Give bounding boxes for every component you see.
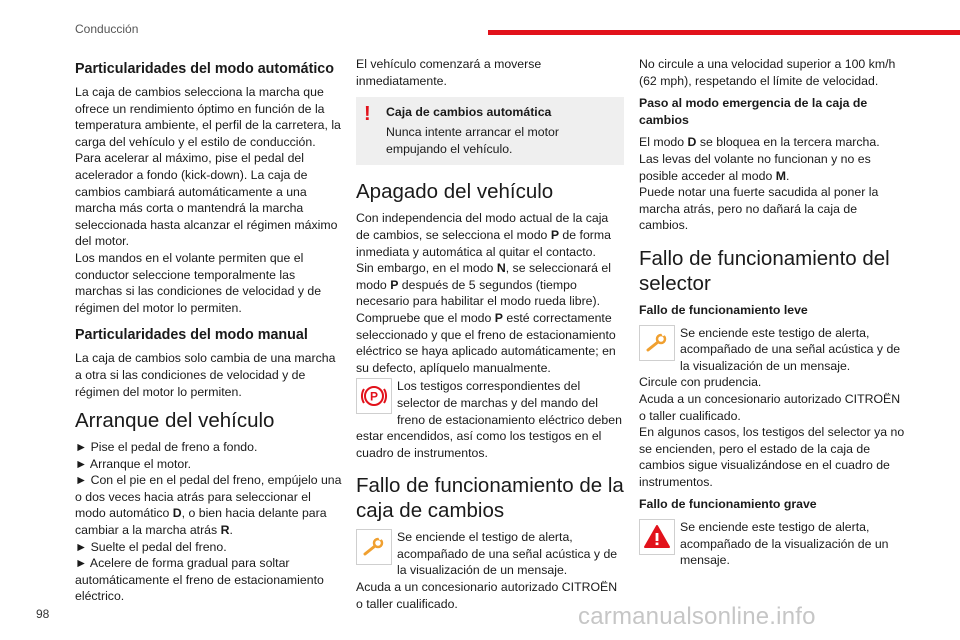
step-5: ► Acelere de forma gradual para soltar automáticamente el freno de estacionamiento eléctrico. xyxy=(75,556,324,604)
para-gearbox-fault-1: Se enciende el testigo de alerta, acompañado de una señal acústica y de la visualización de un mensaje. xyxy=(356,529,624,579)
header-accent-bar xyxy=(488,30,960,35)
step-2: ► Arranque el motor. xyxy=(75,456,192,471)
warning-body: Nunca intente arrancar el motor empujando el vehículo. xyxy=(386,125,559,156)
step-4: ► Suelte el pedal del freno. xyxy=(75,539,227,554)
column-3 xyxy=(639,56,907,569)
watermark: carmanualsonline.info xyxy=(578,603,816,630)
para-stop-3: Compruebe que el modo P esté correctamente seleccionado y que el freno de estacionamiento eléctrico se haya aplicado automáticamente; en su defecto, aplíquelo manualmente. xyxy=(356,310,616,375)
wrench-icon xyxy=(639,325,675,361)
warning-triangle-icon xyxy=(639,519,675,555)
para-moves: El vehículo comenzará a moverse inmediatamente. xyxy=(356,57,542,88)
para-indicators: P Los testigos correspondientes del selector de marchas y del mando del freno de estacionamiento eléctrico deben estar encendidos, así como los testigos en el cuadro de instrumentos. xyxy=(356,379,622,460)
para-emergency-3: Puede notar una fuerte sacudida al poner la marcha atrás, pero no dañará la caja de cambios. xyxy=(639,185,879,233)
exclamation-icon: ! xyxy=(364,103,371,126)
para-minor-fault-4: En algunos casos, los testigos del selector ya no se encienden, pero el estado de la caja de cambios sigue visualizándose en el cuadro de instrumentos. xyxy=(639,425,905,489)
wrench-icon xyxy=(356,529,392,565)
step-1: ► Pise el pedal de freno a fondo. xyxy=(75,440,258,455)
heading-auto-mode: Particularidades del modo automático xyxy=(75,61,334,77)
para-minor-fault-2: Circule con prudencia. xyxy=(639,375,762,390)
heading-serious-fault: Fallo de funcionamiento grave xyxy=(639,497,817,512)
column-1 xyxy=(75,56,343,605)
heading-gearbox-fault: Fallo de funcionamiento de la caja de cambios xyxy=(356,474,624,523)
para-speed-limit: No circule a una velocidad superior a 100 km/h (62 mph), respetando el límite de velocidad. xyxy=(639,57,896,88)
para-stop-1: Con independencia del modo actual de la caja de cambios, se selecciona el modo P de forma inmediata y automática al quitar el contacto. xyxy=(356,211,611,259)
warning-note xyxy=(356,97,624,165)
para-auto: La caja de cambios selecciona la marcha que ofrece un rendimiento óptimo en función de la temperatura ambiente, el perfil de la carretera, la carga del vehículo y el estilo de conducción. xyxy=(75,85,341,149)
para-manual: La caja de cambios solo cambia de una marcha a otra si las condiciones de velocidad y de régimen del motor lo permiten. xyxy=(75,351,336,399)
heading-start-vehicle: Arranque del vehículo xyxy=(75,409,275,433)
para-serious-fault: Se enciende este testigo de alerta, acompañado de la visualización de un mensaje. xyxy=(639,519,907,569)
heading-manual-mode: Particularidades del modo manual xyxy=(75,327,308,344)
heading-minor-fault: Fallo de funcionamiento leve xyxy=(639,302,808,317)
svg-text:P: P xyxy=(369,389,379,404)
heading-emergency-mode: Paso al modo emergencia de la caja de cambios xyxy=(639,96,868,127)
step-3: ► Con el pie en el pedal del freno, empújelo una o dos veces hacia atrás para seleccionar el modo automático D, o bien hacia delante para cambiar a la marcha atrás R. xyxy=(75,473,342,538)
para-minor-fault-1: Se enciende este testigo de alerta, acompañado de una señal acústica y de la visualización de un mensaje. xyxy=(639,325,907,375)
warning-title: Caja de cambios automática xyxy=(386,105,552,120)
heading-selector-fault: Fallo de funcionamiento del selector xyxy=(639,246,890,295)
para-emergency-2: Las levas del volante no funcionan y no es posible acceder al modo M. xyxy=(639,151,871,183)
para-stop-2: Sin embargo, en el modo N, se seleccionará el modo P después de 5 segundos (tiempo necesario para habilitar el modo rueda libre). xyxy=(356,261,611,309)
page-number: 98 xyxy=(36,607,50,621)
para-gearbox-fault-2: Acuda a un concesionario autorizado CITROËN o taller cualificado. xyxy=(356,580,618,611)
para-minor-fault-3: Acuda a un concesionario autorizado CITROËN o taller cualificado. xyxy=(639,391,901,423)
para-kickdown: Para acelerar al máximo, pise el pedal del acelerador a fondo (kick-down). La caja de cambios cambiará automáticamente a una marcha más corta o mantendrá la marcha seleccionada hasta alcanzar el régimen máximo del motor. xyxy=(75,151,338,249)
para-emergency-1: El modo D se bloquea en la tercera marcha. xyxy=(639,135,880,150)
heading-stop-vehicle: Apagado del vehículo xyxy=(356,180,554,204)
header-section-title: Conducción xyxy=(75,22,139,36)
column-2 xyxy=(356,56,624,612)
parking-brake-icon xyxy=(356,378,392,414)
para-steering-controls: Los mandos en el volante permiten que el conductor seleccione temporalmente las marchas si las condiciones de velocidad y de régimen del motor lo permiten. xyxy=(75,250,322,315)
